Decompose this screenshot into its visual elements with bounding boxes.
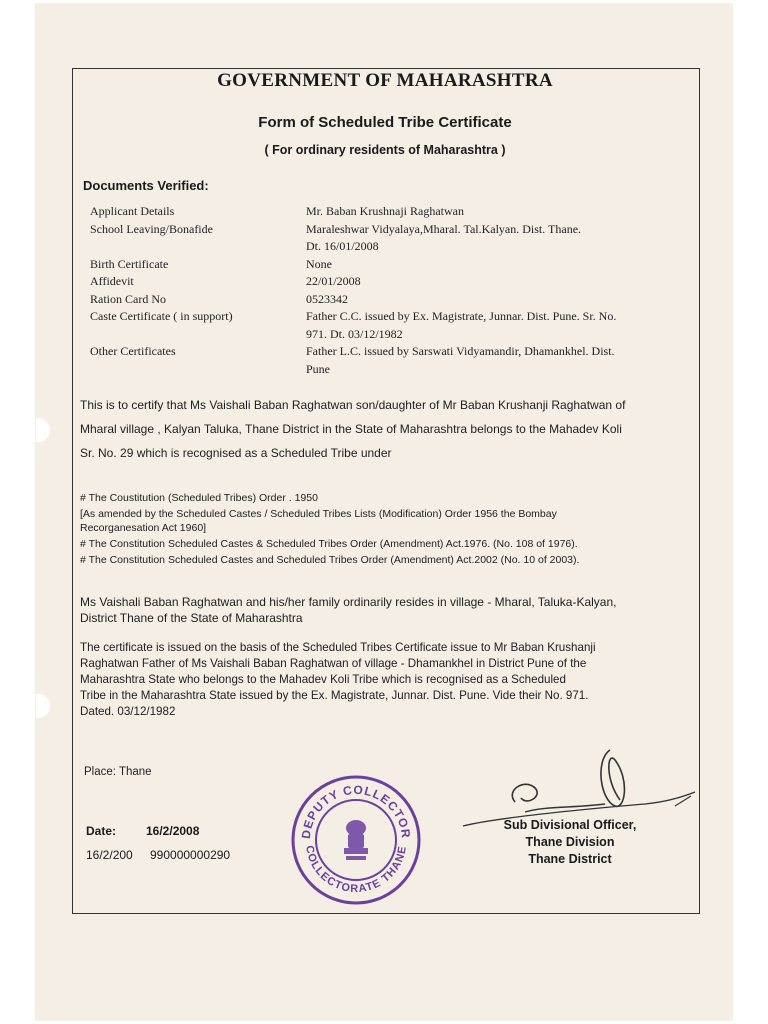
doc-label: Birth Certificate [90, 256, 169, 271]
place-label: Place: Thane [84, 766, 152, 778]
date-label: Date: [86, 824, 117, 838]
doc-value: Mr. Baban Krushnaji Raghatwan [306, 204, 464, 218]
doc-row-birth [90, 256, 670, 274]
doc-value: 0523342 [306, 291, 348, 306]
doc-label: Other Certificates [90, 344, 176, 358]
doc-row-affidavit [90, 273, 670, 291]
order-1956-line1: [As amended by the Scheduled Castes / Scheduled Tribes Lists (Modification) Order 1956 the Bombay [80, 508, 557, 520]
documents-table [90, 203, 670, 378]
documents-heading: Documents Verified: [83, 178, 209, 193]
doc-label: Caste Certificate ( in support) [90, 309, 233, 323]
order-2002: # The Constitution Scheduled Castes and Scheduled Tribes Order (Amendment) Act.2002 (No. 10 of 2003). [80, 554, 580, 566]
order-1976: # The Constitution Scheduled Castes & Scheduled Tribes Order (Amendment) Act.1976. (No. 108 of 1976). [80, 538, 578, 550]
form-title: Form of Scheduled Tribe Certificate [258, 114, 512, 131]
doc-row-other [90, 343, 670, 378]
stamp-bottom-text: COLLECTORATE THANE [303, 844, 409, 896]
order-1956-line2: Recorganesation Act 1960] [80, 522, 207, 534]
doc-row-caste [90, 308, 670, 343]
officer-designation: Sub Divisional Officer, Thane Division Thane District [503, 818, 637, 866]
form-subtitle: ( For ordinary residents of Maharashtra ) [264, 143, 506, 157]
doc-value: None [306, 256, 332, 271]
doc-label: Applicant Details [90, 204, 175, 218]
order-1950: # The Coustitution (Scheduled Tribes) Order . 1950 [80, 492, 318, 504]
government-title: GOVERNMENT OF MAHARASHTRA [217, 70, 553, 91]
doc-value: Father L.C. issued by Sarswati Vidyamandir, Dhamankhel. Dist. Pune [306, 344, 615, 376]
doc-value: 22/01/2008 [306, 274, 361, 288]
certify-paragraph: This is to certify that Ms Vaishali Baban Raghatwan son/daughter of Mr Baban Krushanji Raghatwan of Mharal village , Kalyan Taluka, Thane District in the State of Maharashtra belongs to the Mahadev Koli Sr. No. 29 which is recognised as a Scheduled Tribe under [80, 398, 626, 460]
reference-date: 16/2/200 [86, 848, 133, 862]
collectorate-stamp-icon [286, 770, 426, 910]
stamp-top-text: DEPUTY COLLECTOR [298, 782, 414, 840]
date-value: 16/2/2008 [146, 824, 200, 838]
doc-row-ration [90, 291, 670, 309]
orders-list [80, 491, 690, 569]
doc-label: Affidevit [90, 274, 134, 288]
doc-label: School Leaving/Bonafide [90, 221, 213, 236]
reference-number: 990000000290 [150, 848, 231, 862]
doc-value: Father C.C. issued by Ex. Magistrate, Junnar. Dist. Pune. Sr. No. 971. Dt. 03/12/1982 [306, 309, 617, 341]
doc-label: Ration Card No [90, 291, 166, 306]
residence-paragraph: Ms Vaishali Baban Raghatwan and his/her family ordinarily resides in village - Mharal, Taluka-Kalyan, District Thane of the State of Maharashtra [80, 595, 617, 625]
doc-row-school [90, 221, 670, 256]
basis-paragraph: The certificate is issued on the basis of the Scheduled Tribes Certificate issue to Mr Baban Krushanji Raghatwan Father of Ms Vaishali Baban Raghatwan of village - Dhamankhel in District Pune of the Maharashtra State who belongs to the Mahadev Koli Tribe which is recognised as a Scheduled Tribe in the Maharashtra State issued by the Ex. Magistrate, Junnar. Dist. Pune. Vide their No. 971. Dated. 03/12/1982 [80, 641, 596, 718]
doc-value: Maraleshwar Vidyalaya,Mharal. Tal.Kalyan. Dist. Thane. Dt. 16/01/2008 [306, 221, 582, 253]
doc-row-applicant [90, 203, 670, 221]
